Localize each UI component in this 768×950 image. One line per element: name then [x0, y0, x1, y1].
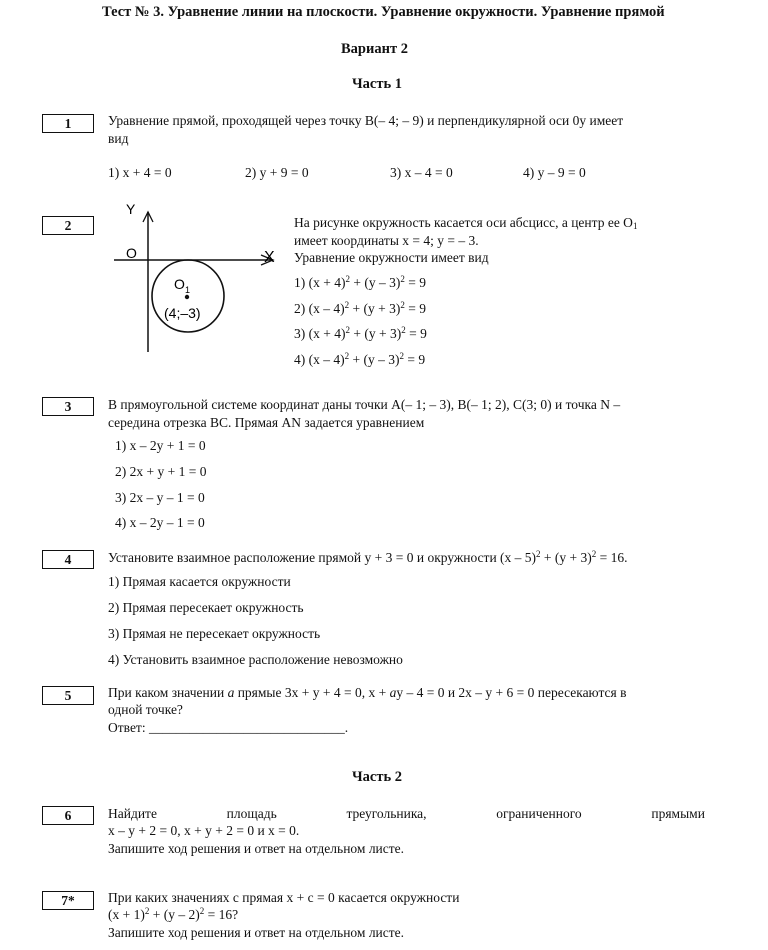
center-label: O: [174, 276, 185, 292]
q2-option-2: 2) $(x - 4)^2 + (y + 3)^2 = 9$: [294, 300, 426, 316]
q7-text-line1: При каких значениях c прямая x + c = 0 касается окружности: [108, 890, 460, 905]
q3-option-2: 2) 2x + y + 1 = 0: [115, 464, 207, 479]
q7-text-line2: $(x + 1)^2 + (y - 2)^2 = 16$?: [108, 906, 239, 922]
center-label-subscript: 1: [185, 285, 191, 295]
q5-answer-blank[interactable]: _____________________________.: [148, 720, 349, 735]
q3-option-4: 4) x – 2y – 1 = 0: [115, 515, 205, 530]
question-number-1: 1: [42, 114, 94, 133]
q6-text-line1: Найдите площадь треугольника, ограниченного прямыми: [108, 806, 705, 821]
q6-text-line2: x – y + 2 = 0, x + y + 2 = 0 и x = 0.: [108, 823, 300, 838]
q5-answer-line: [108, 719, 348, 736]
q7-text-line3: Запишите ход решения и ответ на отдельном листе.: [108, 925, 405, 940]
q4-option-3: 3) Прямая не пересекает окружность: [108, 626, 321, 641]
q4-text: Установите взаимное расположение прямой y + 3 = 0 и окружности $(x - 5)^2 + (y + 3)^2 = 16$.: [108, 549, 628, 565]
part2-label: Часть 2: [352, 769, 402, 785]
q3-option-1: 1) x – 2y + 1 = 0: [115, 438, 206, 453]
q1-option-2: 2) y + 9 = 0: [245, 165, 309, 180]
q4-option-1: 1) Прямая касается окружности: [108, 574, 291, 589]
q2-option-3: 3) $(x + 4)^2 + (y + 3)^2 = 9$: [294, 325, 427, 341]
q3-option-3: 3) 2x – y – 1 = 0: [115, 490, 205, 505]
origin-label: O: [126, 245, 137, 261]
question-number-7: 7*: [42, 891, 94, 910]
q2-text-line3: Уравнение окружности имеет вид: [294, 250, 489, 265]
q6-text-line3: Запишите ход решения и ответ на отдельном листе.: [108, 841, 405, 856]
q1-option-3: 3) x – 4 = 0: [390, 165, 453, 180]
q2-circle-figure: [108, 200, 288, 360]
q5-answer-label: Ответ:: [108, 720, 146, 735]
q1-option-1: 1) x + 4 = 0: [108, 165, 172, 180]
q4-option-4: 4) Установить взаимное расположение невозможно: [108, 652, 403, 667]
q1-text-line1: Уравнение прямой, проходящей через точку B(– 4; – 9) и перпендикулярной оси 0y имеет: [108, 113, 624, 128]
page-title: Тест № 3. Уравнение линии на плоскости. Уравнение окружности. Уравнение прямой: [102, 4, 665, 20]
question-number-4: 4: [42, 550, 94, 569]
q3-text-line1: В прямоугольной системе координат даны точки A(– 1; – 3), B(– 1; 2), C(3; 0) и точка N –: [108, 397, 621, 412]
q2-text-line2: имеет координаты x = 4; y = – 3.: [294, 233, 479, 248]
circle-center-dot: [185, 295, 189, 299]
q1-option-4: 4) y – 9 = 0: [523, 165, 586, 180]
x-axis-label: X: [264, 249, 275, 266]
center-coords-label: (4;–3): [164, 305, 201, 321]
q3-text-line2: середина отрезка BC. Прямая AN задается уравнением: [108, 415, 425, 430]
question-number-5: 5: [42, 686, 94, 705]
question-number-6: 6: [42, 806, 94, 825]
q4-option-2: 2) Прямая пересекает окружность: [108, 600, 304, 615]
y-axis-label: Y: [126, 201, 136, 217]
question-number-2: 2: [42, 216, 94, 235]
q5-text-line1: При каком значении a прямые 3x + y + 4 = 0, x + ay – 4 = 0 и 2x – y + 6 = 0 пересекаются в: [108, 685, 627, 700]
q2-text-line1: На рисунке окружность касается оси абсцисс, а центр ее $O_1$: [294, 215, 638, 231]
q1-text-line2: вид: [108, 131, 129, 146]
q5-text-line2: одной точке?: [108, 702, 183, 717]
variant-label: Вариант 2: [341, 41, 408, 57]
q2-option-4: 4) (x – 4)$^2$ + (y – 3)$^2$ = 9: [294, 351, 426, 367]
part1-label: Часть 1: [352, 76, 402, 92]
q2-option-1: 1) $(x + 4)^2 + (y - 3)^2 = 9$: [294, 274, 426, 290]
question-number-3: 3: [42, 397, 94, 416]
